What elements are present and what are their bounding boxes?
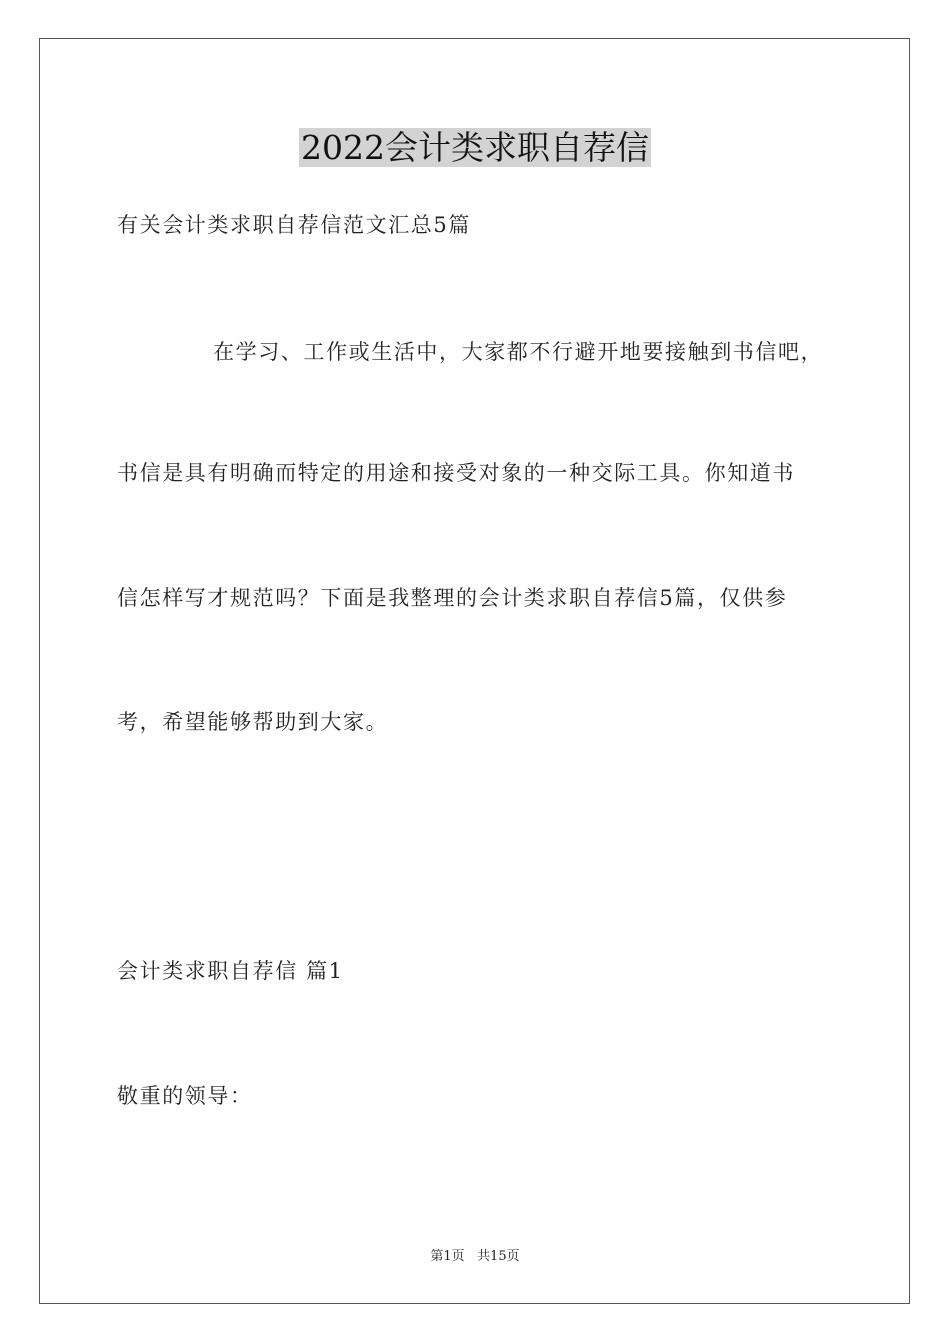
document-title: [0, 126, 950, 170]
page-footer: 第1页 共15页: [430, 1249, 520, 1264]
document-title-text: 2022会计类求职自荐信: [301, 128, 649, 167]
section-heading: 会计类求职自荐信 篇1: [117, 959, 344, 983]
paragraph-line-2: 书信是具有明确而特定的用途和接受对象的一种交际工具。你知道书: [117, 461, 795, 485]
paragraph-line-3: 信怎样写才规范吗？下面是我整理的会计类求职自荐信5篇，仅供参: [117, 586, 788, 610]
salutation: 敬重的领导：: [117, 1084, 253, 1108]
document-subtitle: 有关会计类求职自荐信范文汇总5篇: [117, 213, 471, 237]
paragraph-line-4: 考，希望能够帮助到大家。: [117, 710, 389, 734]
paragraph-line-1: 在学习、工作或生活中，大家都不行避开地要接触到书信吧，: [213, 340, 824, 364]
